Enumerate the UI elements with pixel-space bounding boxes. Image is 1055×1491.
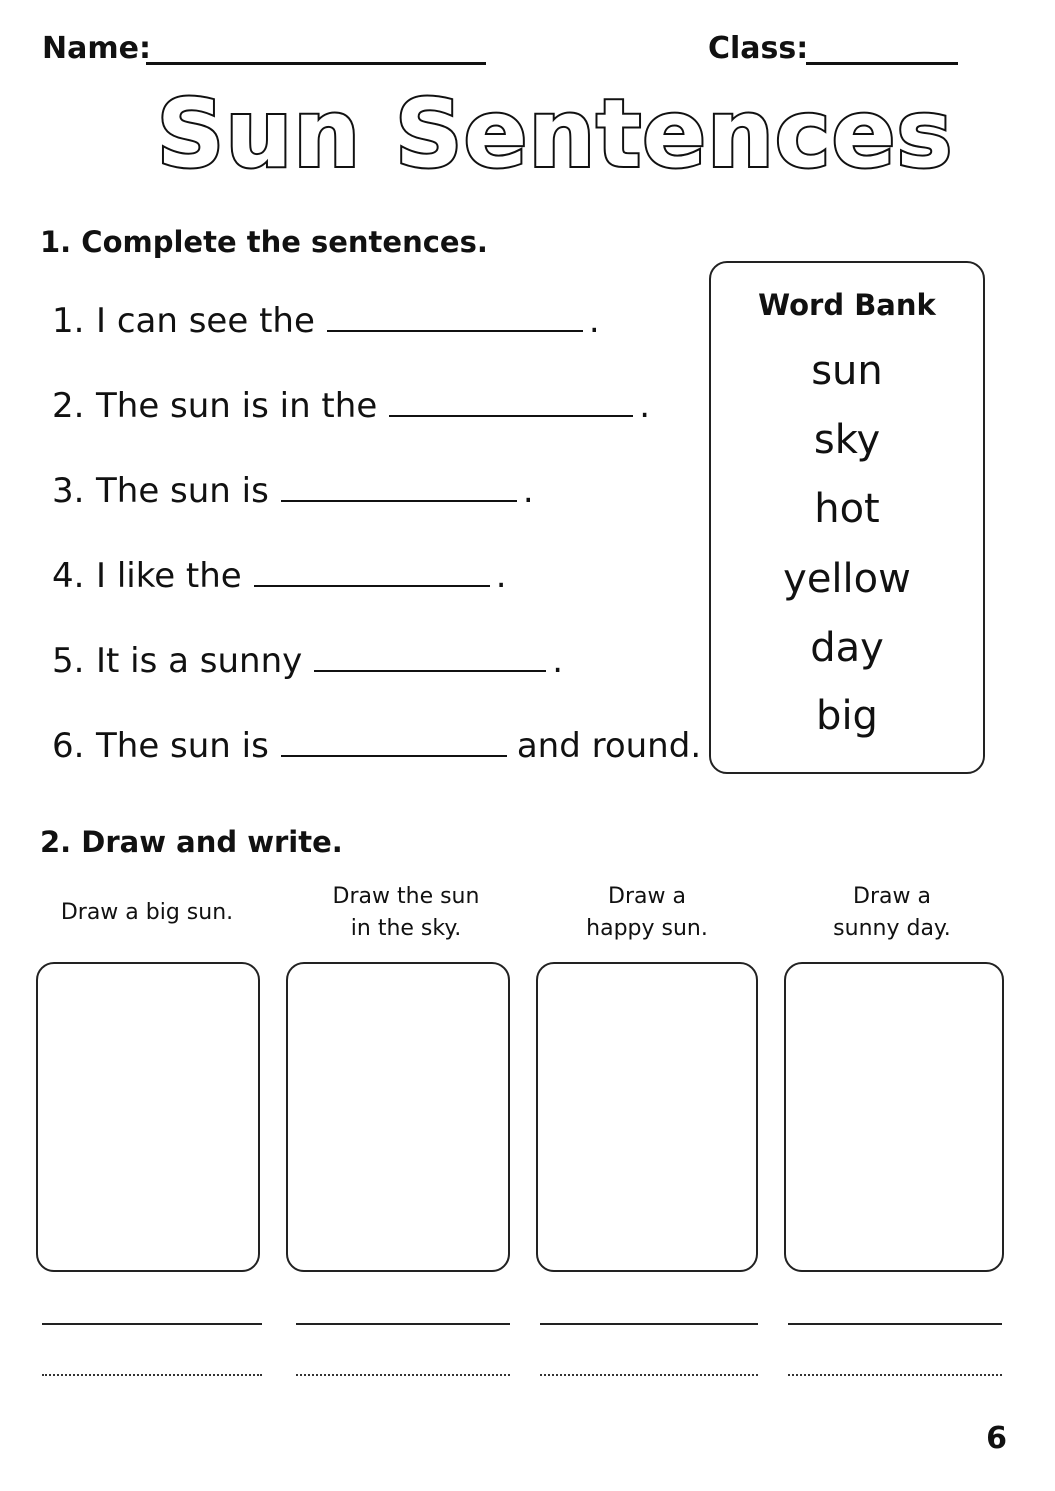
- sentence-text: The sun is in the: [96, 386, 378, 426]
- sentence-3: [52, 458, 534, 511]
- word-bank-word: hot: [814, 486, 880, 532]
- sentence-6: [52, 713, 702, 766]
- sentence-text: It is a sunny: [96, 641, 303, 681]
- sentence-end: .: [552, 641, 564, 681]
- sentence-number: 1.: [52, 301, 85, 341]
- sentence-number: 2.: [52, 386, 85, 426]
- class-line[interactable]: [806, 62, 958, 65]
- word-bank-word: big: [816, 693, 878, 739]
- sentence-2: [52, 373, 651, 426]
- answer-blank[interactable]: [281, 500, 517, 502]
- answer-blank[interactable]: [389, 415, 633, 417]
- sentence-end: .: [588, 301, 600, 341]
- sentence-number: 4.: [52, 556, 85, 596]
- name-label: Name:: [42, 31, 151, 66]
- word-bank-word: sky: [813, 417, 881, 463]
- sentence-end: .: [639, 386, 651, 426]
- word-bank-word: day: [810, 625, 884, 671]
- sentence-end: .: [522, 471, 534, 511]
- section1-title: 1. Complete the sentences.: [40, 225, 488, 259]
- drawing-box-3[interactable]: [536, 962, 758, 1272]
- writing-line-1[interactable]: [42, 1323, 262, 1325]
- sentence-text: I can see the: [96, 301, 315, 341]
- answer-blank[interactable]: [327, 330, 583, 332]
- section2-title: 2. Draw and write.: [40, 825, 343, 859]
- word-bank-title: Word Bank: [758, 288, 936, 322]
- panel-caption: Draw a happy sun.: [586, 884, 708, 941]
- sentence-text: I like the: [96, 556, 242, 596]
- page-title: Sun Sentences: [156, 80, 954, 189]
- writing-line-4[interactable]: [788, 1323, 1002, 1325]
- word-bank-word: sun: [811, 348, 883, 394]
- name-line[interactable]: [146, 62, 486, 65]
- answer-blank[interactable]: [254, 585, 490, 587]
- panel-caption: Draw a big sun.: [60, 900, 234, 925]
- page-number: 6: [986, 1421, 1007, 1456]
- sentence-number: 6.: [52, 726, 85, 766]
- drawing-box-4[interactable]: [784, 962, 1004, 1272]
- sentence-end: and round.: [516, 726, 702, 766]
- class-label: Class:: [708, 31, 809, 66]
- panel-caption: Draw the sun in the sky.: [332, 884, 480, 941]
- word-bank: [709, 261, 985, 774]
- sentence-number: 3.: [52, 471, 85, 511]
- writing-line-2[interactable]: [296, 1323, 510, 1325]
- writing-line-3[interactable]: [540, 1323, 758, 1325]
- sentence-text: The sun is: [96, 471, 269, 511]
- sentence-5: [52, 628, 564, 681]
- dotted-line-1[interactable]: [42, 1374, 262, 1376]
- drawing-box-1[interactable]: [36, 962, 260, 1272]
- panel-caption: Draw a sunny day.: [833, 884, 951, 941]
- dotted-line-2[interactable]: [296, 1374, 510, 1376]
- answer-blank[interactable]: [314, 670, 546, 672]
- sentence-text: The sun is: [96, 726, 269, 766]
- dotted-line-4[interactable]: [788, 1374, 1002, 1376]
- sentence-end: .: [495, 556, 507, 596]
- sentence-4: [52, 543, 507, 596]
- sentence-number: 5.: [52, 641, 85, 681]
- drawing-box-2[interactable]: [286, 962, 510, 1272]
- dotted-line-3[interactable]: [540, 1374, 758, 1376]
- answer-blank[interactable]: [281, 755, 507, 757]
- sentence-1: [52, 288, 600, 341]
- word-bank-word: yellow: [783, 556, 911, 602]
